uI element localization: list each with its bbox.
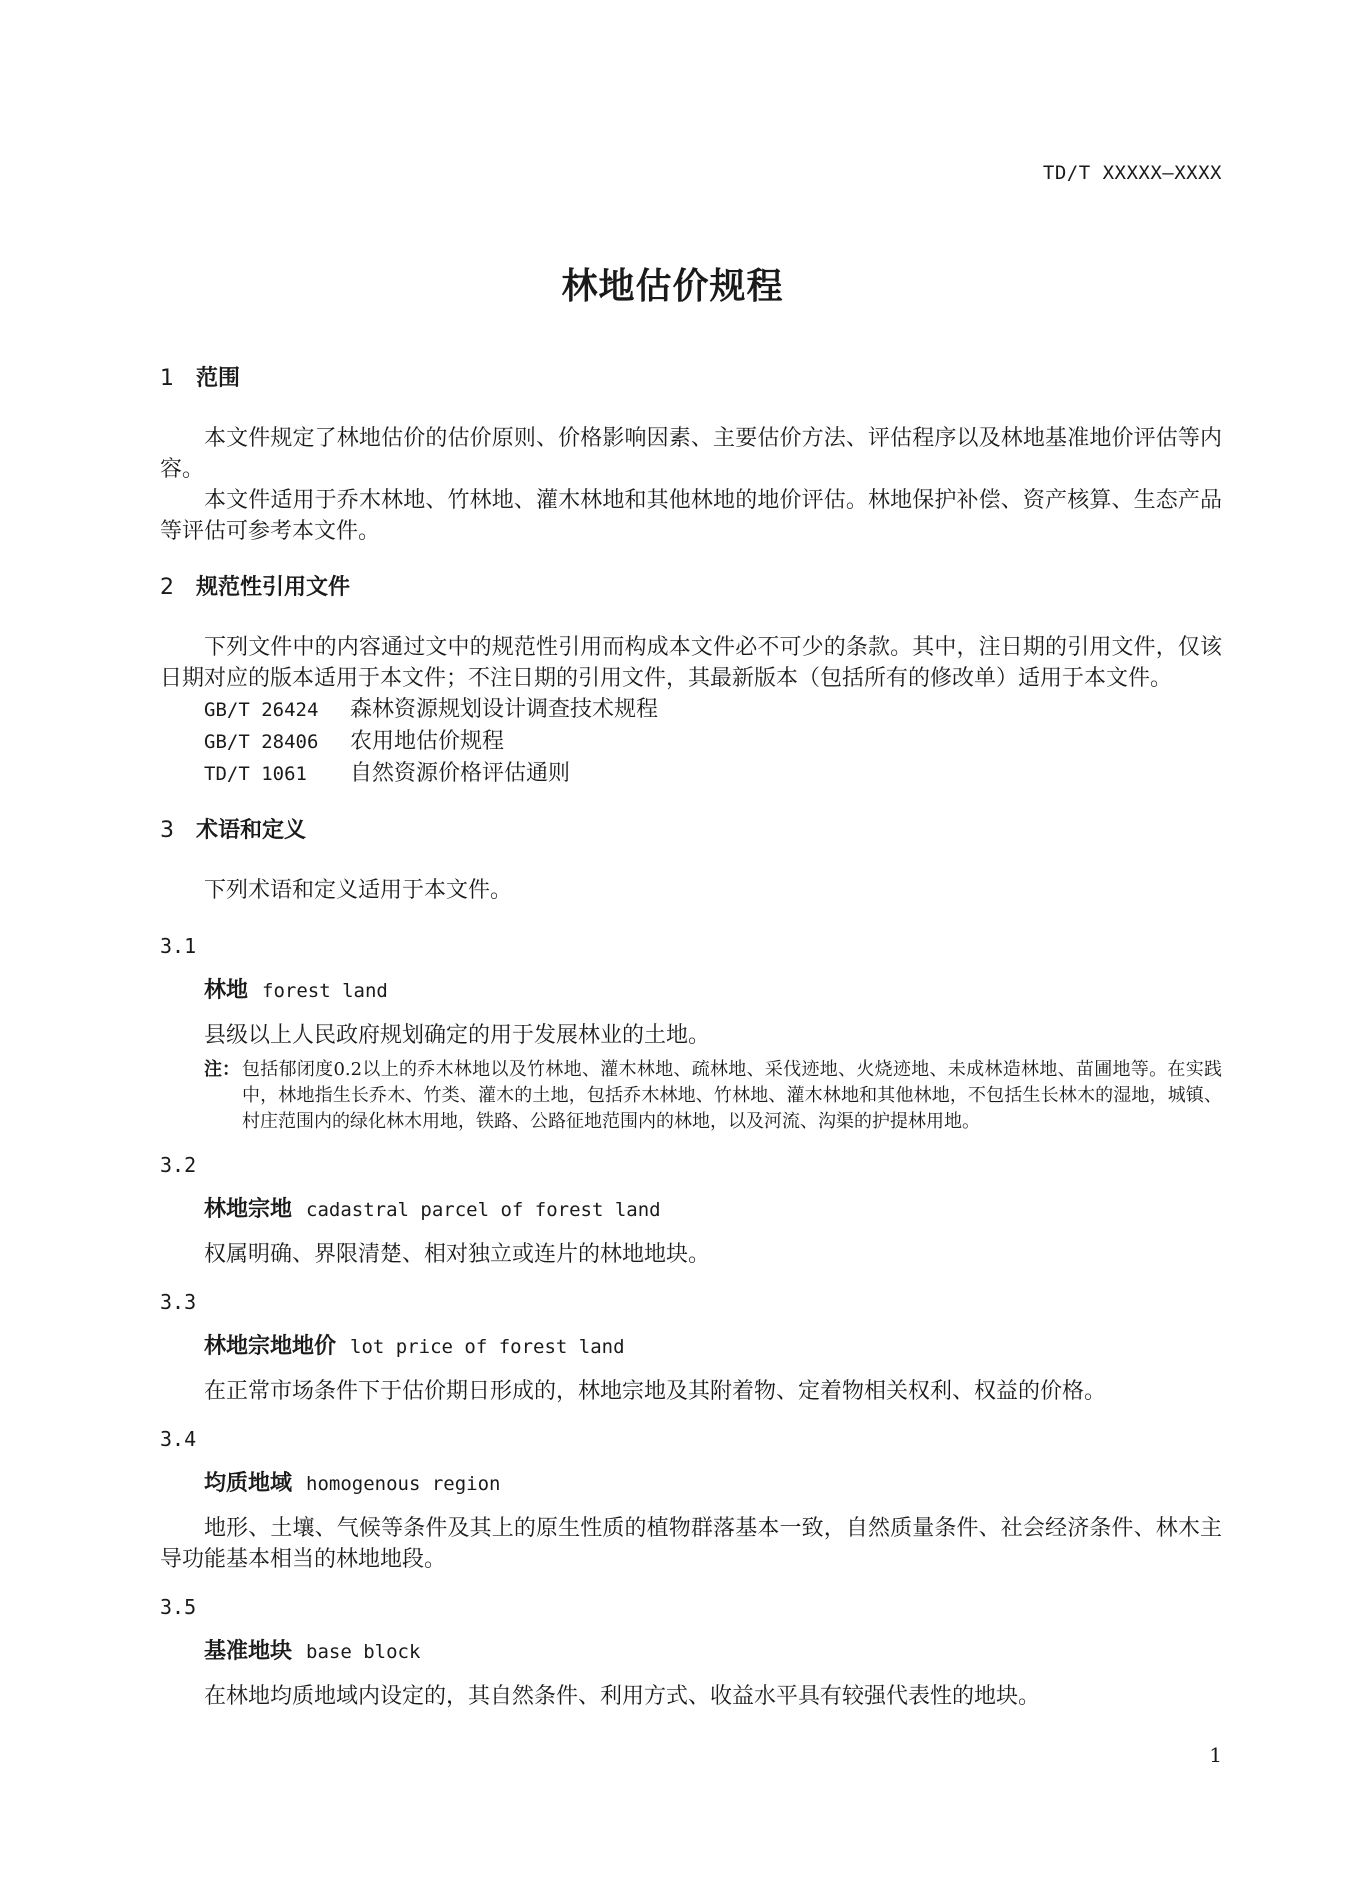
term-number: 3.1: [160, 934, 197, 958]
section-number: 2: [160, 575, 174, 600]
term-heading: [204, 1637, 1222, 1667]
note-text: 包括郁闭度0.2以上的乔木林地以及竹林地、灌木林地、疏林地、采伐迹地、火烧迹地、未成林造林地、苗圃地等。在实践中，林地指生长乔木、竹类、灌木的土地，包括乔木林地、竹林地、灌木林地和其他林地，不包括生长林木的湿地，城镇、村庄范围内的绿化林木用地，铁路、公路征地范围内的林地，以及河流、沟渠的护提林用地。: [242, 1059, 1222, 1132]
reference-title: 森林资源规划设计调查技术规程: [350, 697, 659, 722]
section-number: 3: [160, 818, 174, 843]
note-label: 注：: [204, 1059, 240, 1080]
term-english: lot price of forest land: [350, 1336, 625, 1358]
paragraph: 本文件适用于乔木林地、竹林地、灌木林地和其他林地的地价评估。林地保护补偿、资产核算、生态产品等评估可参考本文件。: [160, 488, 1222, 544]
section-title: 规范性引用文件: [196, 575, 351, 600]
section-title: 术语和定义: [196, 818, 307, 843]
section-heading-scope: [160, 364, 1222, 394]
term-heading: [204, 1195, 1222, 1225]
term-number: 3.2: [160, 1153, 197, 1177]
term-definition: 在林地均质地域内设定的，其自然条件、利用方式、收益水平具有较强代表性的地块。: [204, 1684, 1041, 1709]
term-chinese: 基准地块: [204, 1639, 293, 1664]
reference-code: TD/T 1061: [204, 763, 307, 785]
term-definition: 县级以上人民政府规划确定的用于发展林业的土地。: [204, 1023, 711, 1048]
term-definition: 地形、土壤、气候等条件及其上的原生性质的植物群落基本一致，自然质量条件、社会经济条件、林木主导功能基本相当的林地地段。: [160, 1516, 1222, 1572]
term-chinese: 林地: [204, 978, 249, 1003]
reference-code: GB/T 26424: [204, 699, 319, 721]
document-title: 林地估价规程: [561, 266, 784, 307]
document-body: [160, 364, 1222, 1724]
section-number: 1: [160, 366, 174, 391]
term-chinese: 林地宗地地价: [204, 1334, 337, 1359]
section-heading-normative-references: [160, 573, 1222, 603]
term-heading: [204, 976, 1222, 1006]
term-definition: 权属明确、界限清楚、相对独立或连片的林地地块。: [204, 1242, 711, 1267]
term-english: cadastral parcel of forest land: [306, 1199, 661, 1221]
reference-list: [204, 694, 1222, 790]
reference-item: [204, 726, 1222, 758]
term-english: homogenous region: [306, 1473, 501, 1495]
page-number: 1: [1209, 1743, 1222, 1767]
term-note: [204, 1057, 1222, 1135]
reference-title: 农用地估价规程: [350, 729, 505, 754]
document-code: TD/T XXXXX—XXXX: [1042, 162, 1222, 184]
reference-title: 自然资源价格评估通则: [350, 761, 571, 786]
reference-code: GB/T 28406: [204, 731, 319, 753]
reference-item: [204, 694, 1222, 726]
term-heading: [204, 1332, 1222, 1362]
term-definition: 在正常市场条件下于估价期日形成的，林地宗地及其附着物、定着物相关权利、权益的价格。: [204, 1379, 1107, 1404]
paragraph: 下列术语和定义适用于本文件。: [204, 878, 513, 903]
term-number: 3.5: [160, 1595, 197, 1619]
term-chinese: 均质地域: [204, 1471, 293, 1496]
paragraph: 本文件规定了林地估价的估价原则、价格影响因素、主要估价方法、评估程序以及林地基准地价评估等内容。: [160, 426, 1222, 482]
section-title: 范围: [196, 366, 241, 391]
term-english: forest land: [262, 980, 388, 1002]
term-heading: [204, 1469, 1222, 1499]
section-heading-terms-definitions: [160, 816, 1222, 846]
term-chinese: 林地宗地: [204, 1197, 293, 1222]
term-number: 3.3: [160, 1290, 197, 1314]
paragraph: 下列文件中的内容通过文中的规范性引用而构成本文件必不可少的条款。其中，注日期的引用文件，仅该日期对应的版本适用于本文件；不注日期的引用文件，其最新版本（包括所有的修改单）适用于本文件。: [160, 635, 1222, 691]
reference-item: [204, 758, 1222, 790]
term-english: base block: [306, 1641, 421, 1663]
term-number: 3.4: [160, 1427, 197, 1451]
